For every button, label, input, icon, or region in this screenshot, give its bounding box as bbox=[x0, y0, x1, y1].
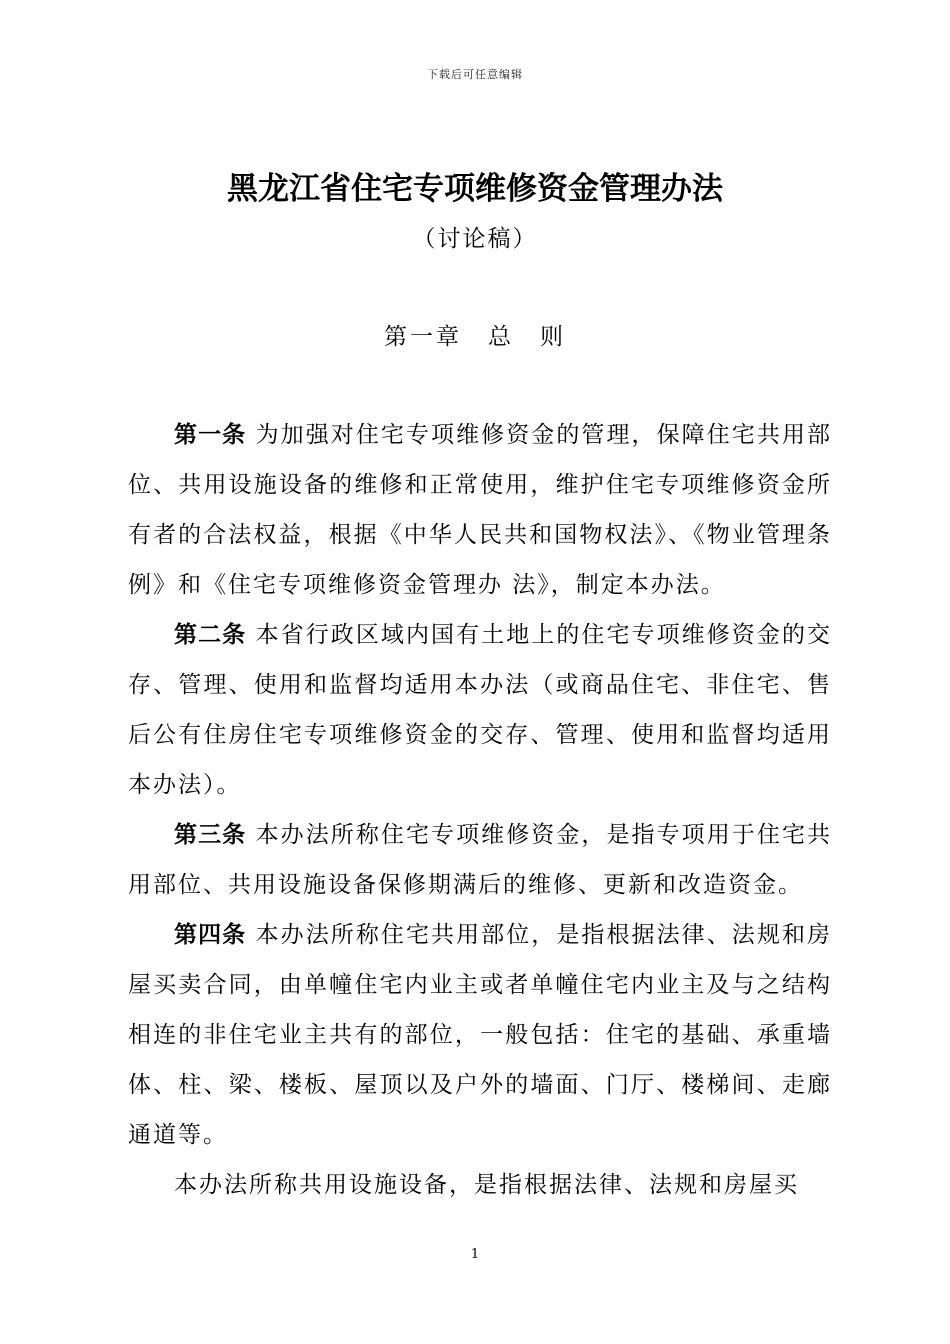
article-4-text: 本办法所称住宅共用部位，是指根据法律、法规和房屋买卖合同，由单幢住宅内业主或者单幢住宅内业主及与之结构相连的非住宅业主共有的部位，一般包括：住宅的基础、承重墙体、柱、梁、楼板、屋顶以及户外的墙面、门厅、楼梯间、走廊通道等。 bbox=[128, 922, 833, 1148]
article-2 bbox=[128, 610, 832, 810]
article-2-label: 第二条 bbox=[174, 622, 247, 648]
article-4 bbox=[128, 910, 832, 1160]
article-1-text: 为加强对住宅专项维修资金的管理，保障住宅共用部位、共用设施设备的维修和正常使用，维护住宅专项维修资金所有者的合法权益，根据《中华人民共和国物权法》、《物业管理条例》和《住宅专项维修资金管理办 法》，制定本办法。 bbox=[128, 422, 833, 598]
article-1 bbox=[128, 410, 832, 610]
header-note: 下载后可任意编辑 bbox=[427, 68, 523, 81]
article-3 bbox=[128, 810, 832, 910]
page-number: 1 bbox=[470, 1247, 480, 1262]
article-3-text: 本办法所称住宅专项维修资金，是指专项用于住宅共用部位、共用设施设备保修期满后的维修、更新和改造资金。 bbox=[128, 822, 833, 898]
chapter-heading: 第一章 总 则 bbox=[384, 324, 566, 350]
article-2-text: 本省行政区域内国有土地上的住宅专项维修资金的交存、管理、使用和监督均适用本办法（或商品住宅、非住宅、售后公有住房住宅专项维修资金的交存、管理、使用和监督均适用本办法）。 bbox=[128, 622, 833, 798]
document-subtitle: （讨论稿） bbox=[412, 226, 538, 252]
article-4-continuation-text: 本办法所称共用设施设备，是指根据法律、法规和房屋买 bbox=[174, 1172, 799, 1198]
article-4-label: 第四条 bbox=[174, 922, 247, 948]
article-4-continuation bbox=[128, 1160, 832, 1210]
document-body bbox=[128, 410, 832, 1210]
article-1-label: 第一条 bbox=[174, 422, 247, 448]
document-title: 黑龙江省住宅专项维修资金管理办法 bbox=[227, 171, 723, 207]
article-3-label: 第三条 bbox=[174, 822, 247, 848]
